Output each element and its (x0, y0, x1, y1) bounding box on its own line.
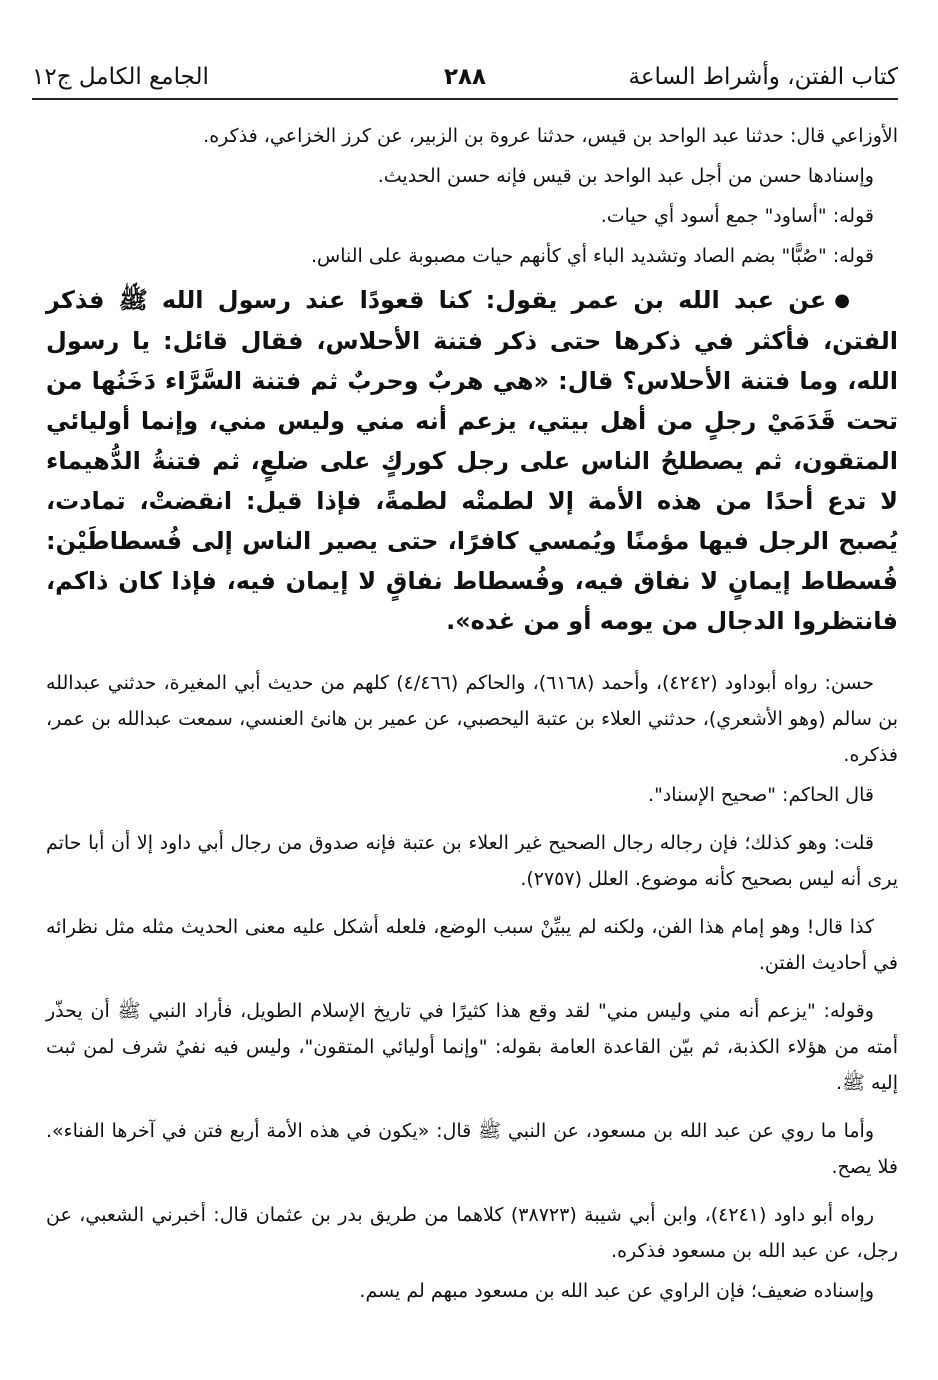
paragraph: قال الحاكم: "صحيح الإسناد". (648, 784, 874, 806)
paragraph: كذا قال! وهو إمام هذا الفن، ولكنه لم يبيِّنْ سبب الوضع، فلعله أشكل عليه معنى الحديث مثله مثل نظرائه في أحاديث الفتن. (46, 916, 898, 974)
paragraph: رواه أبو داود (٤٢٤١)، وابن أبي شيبة (٣٨٧٢٣) كلاهما من طريق بدر بن عثمان قال: أخبرني الشعبي، عن رجل، عن عبد الله بن مسعود فذكره. (46, 1204, 898, 1262)
paragraph: وأما ما روي عن عبد الله بن مسعود، عن النبي ﷺ قال: «يكون في هذه الأمة أربع فتن في آخرها الفناء». فلا يصح. (46, 1120, 898, 1178)
paragraph: الأوزاعي قال: حدثنا عبد الواحد بن قيس، حدثنا عروة بن الزبير، عن كرز الخزاعي، فذكره. (203, 125, 898, 147)
paragraph: قوله: "أساود" جمع أسود أي حيات. (600, 205, 874, 227)
bullet-icon: ● (834, 290, 850, 311)
hadith-body: عن عبد الله بن عمر يقول: كنا قعودًا عند رسول الله ﷺ فذكر الفتن، فأكثر في ذكرها حتى ذكر فتنة الأحلاس، فقال قائل: يا رسول الله، وما فتنة الأحلاس؟ قال: «هي هربٌ وحربٌ ثم فتنة السَّرَّاء دَخَنُها من تحت قَدَمَيْ رجلٍ من أهل بيتي، يزعم أنه مني وليس مني، وإنما أوليائي المتقون، ثم يصطلحُ الناس على رجل كوركٍ على ضلعٍ، ثم فتنةُ الدُّهيماء لا تدع أحدًا من هذه الأمة إلا لطمتْه لطمةً، فإذا قيل: انقضتْ، تمادت، يُصبح الرجل فيها مؤمنًا ويُمسي كافرًا، حتى يصير الناس إلى فُسطاطَيْن: فُسطاط إيمانٍ لا نفاق فيه، وفُسطاط نفاقٍ لا إيمان فيه، فإذا كان ذاكم، فانتظروا الدجال من يومه أو من غده». (46, 286, 898, 635)
chapter-title: كتاب الفتن، وأشراط الساعة (628, 64, 898, 90)
paragraph: قلت: وهو كذلك؛ فإن رجاله رجال الصحيح غير العلاء بن عتبة فإنه صدوق من رجال أبي داود إلا أن أبا حاتم يرى أنه ليس بصحيح كأنه موضوع. العلل (٢٧٥٧). (46, 832, 898, 890)
hadith-text (46, 280, 898, 641)
paragraph: حسن: رواه أبوداود (٤٢٤٢)، وأحمد (٦١٦٨)، والحاكم (٤/٤٦٦) كلهم من حديث أبي المغيرة، حدثني عبدالله بن سالم (وهو الأشعري)، حدثني العلاء بن عتبة اليحصبي، عن عمير بن هانئ العنسي، سمعت عبدالله بن عمر، فذكره. (46, 672, 898, 766)
paragraph: وإسناده ضعيف؛ فإن الراوي عن عبد الله بن مسعود مبهم لم يسم. (359, 1280, 874, 1302)
page-number: ٢٨٨ (443, 64, 487, 90)
paragraph: وإسنادها حسن من أجل عبد الواحد بن قيس فإنه حسن الحديث. (377, 165, 874, 187)
paragraph: قوله: "صُبًّا" بضم الصاد وتشديد الباء أي كأنهم حيات مصبوبة على الناس. (310, 245, 874, 267)
book-title: الجامع الكامل ج١٢ (32, 64, 209, 90)
page-header (32, 58, 898, 100)
page-body (46, 118, 898, 1309)
paragraph: وقوله: "يزعم أنه مني وليس مني" لقد وقع هذا كثيرًا في تاريخ الإسلام الطويل، فأراد النبي ﷺ أن يحذّر أمته من هؤلاء الكذبة، ثم بيّن القاعدة العامة بقوله: "وإنما أوليائي المتقون"، وليس فيه نفيُ شرف لمن ثبت إليه ﷺ. (46, 1000, 898, 1094)
